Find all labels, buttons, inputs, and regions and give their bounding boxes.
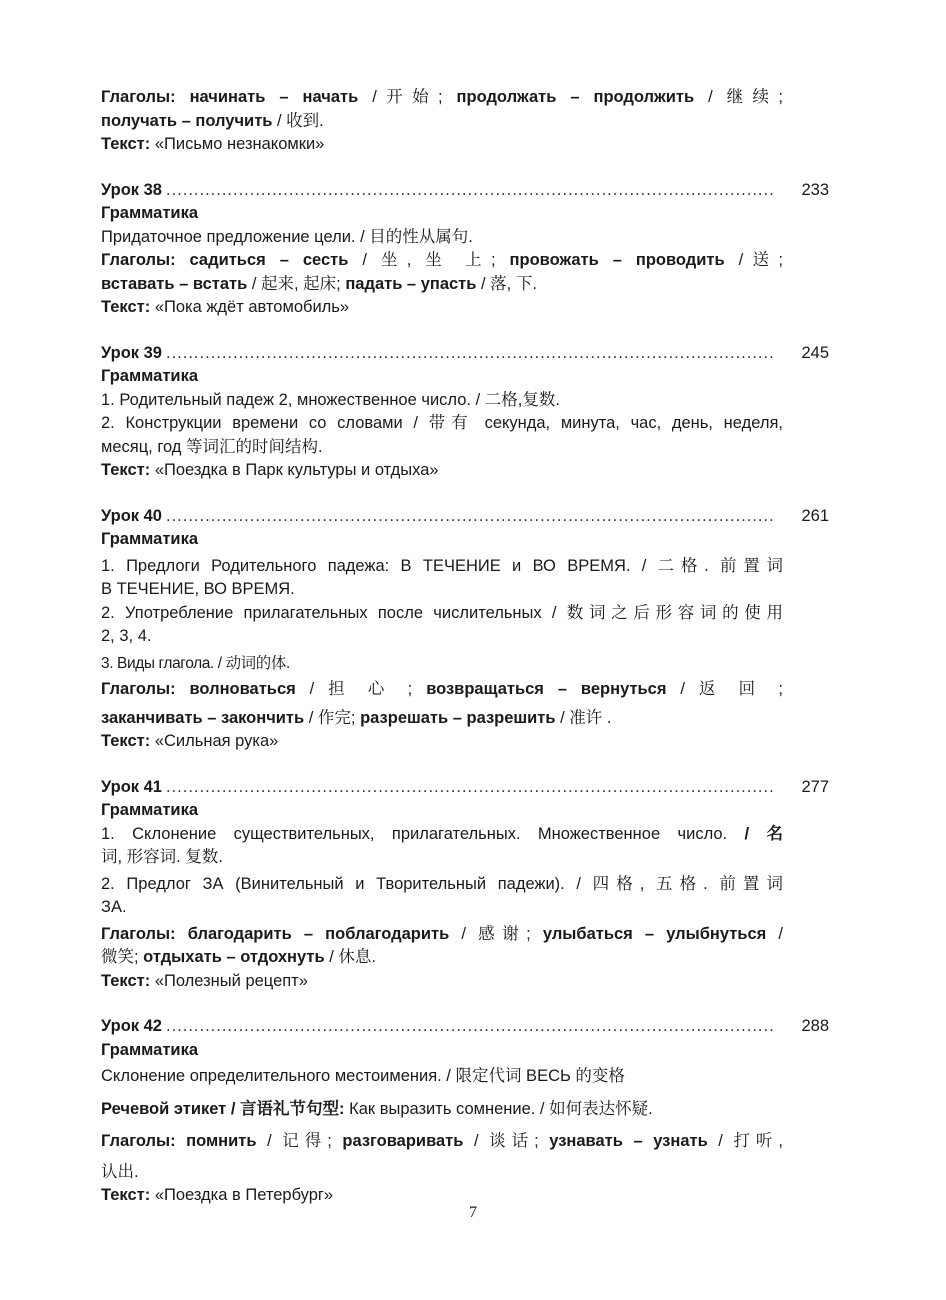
text-label: Текст:: [101, 971, 151, 990]
lesson-42: [101, 1015, 829, 1208]
verb-translation: / 感谢;: [449, 924, 543, 943]
text-label: Текст:: [101, 1186, 151, 1204]
lesson-page-number: 288: [801, 1017, 829, 1035]
lesson-page-number: 277: [801, 777, 829, 796]
verb-pair: получать – получить: [101, 111, 273, 130]
verb-translation: /送;: [724, 251, 783, 269]
lesson-heading[interactable]: [101, 505, 829, 529]
lesson-page-number: 261: [801, 506, 829, 525]
verbs-line: [101, 1130, 783, 1154]
grammar-item: 2, 3, 4.: [101, 627, 152, 645]
verb-translation: / 准许 .: [555, 708, 612, 727]
text-title: «Пока ждёт автомобиль»: [150, 298, 350, 316]
verbs-line: [101, 678, 783, 702]
speech-etiquette-line: [101, 1098, 783, 1122]
verbs-label: Глаголы:: [101, 88, 176, 106]
verb-translation: / 休息.: [324, 948, 376, 966]
verb-translation: / 担 心 ;: [295, 680, 427, 698]
lesson-heading[interactable]: [101, 342, 829, 366]
grammar-label: Грамматика: [101, 530, 199, 548]
verb-translation: / 返 回 ;: [666, 680, 783, 698]
grammar-label: Грамматика: [101, 801, 199, 819]
verb-translation: / 打听,: [707, 1132, 783, 1150]
leader-dots: [166, 1015, 773, 1039]
grammar-item: месяц, год 等词汇的时间结构.: [101, 437, 323, 456]
verb-pair: продолжать – продолжить: [456, 88, 695, 106]
intro-text-line: [101, 133, 783, 157]
verb-pair: провожать – проводить: [509, 251, 725, 269]
lesson-title: Урок 39: [101, 343, 162, 362]
grammar-item: ЗА.: [101, 898, 127, 916]
text-title: «Полезный рецепт»: [150, 971, 308, 990]
lesson-page-number: 233: [801, 180, 829, 199]
text-title: «Письмо незнакомки»: [150, 135, 325, 153]
lesson-title: Урок 40: [101, 506, 162, 525]
text-title: «Поездка в Петербург»: [150, 1186, 334, 1204]
lesson-title: Урок 38: [101, 180, 162, 199]
verb-translation: / 谈话;: [463, 1132, 550, 1150]
verb-translation: / 落, 下.: [476, 274, 537, 293]
verbs-line: [101, 707, 783, 731]
verb-pair: Глаголы: садиться – сесть: [101, 251, 349, 269]
verb-translation: / 起来, 起床;: [247, 274, 346, 293]
verb-translation: 微笑;: [101, 948, 144, 966]
text-line: [101, 970, 783, 994]
grammar-item: 2. Употребление прилагательных после числительных / 数词之后形容词的使用: [101, 603, 783, 622]
verb-translation: /开始;: [372, 88, 457, 106]
verb-pair: узнавать – узнать: [549, 1132, 708, 1150]
text-label: Текст:: [101, 298, 151, 316]
text-title: «Сильная рука»: [150, 732, 279, 750]
lesson-heading[interactable]: [101, 776, 829, 800]
leader-dots: [166, 776, 773, 800]
lesson-38: [101, 179, 829, 320]
grammar-item-text: 1. Склонение существительных, прилагательных. Множественное число.: [101, 824, 745, 843]
verb-pair: Глаголы: волноваться: [101, 680, 296, 698]
lesson-page-number: 245: [801, 343, 829, 362]
intro-verbs-line: [101, 86, 783, 110]
grammar-item-translation: / 名: [744, 824, 783, 843]
verb-translation: / 继续;: [694, 88, 783, 106]
grammar-label: Грамматика: [101, 204, 199, 222]
page-number: 7: [469, 1204, 477, 1221]
text-label: Текст:: [101, 461, 151, 479]
verb-pair: заканчивать – закончить: [101, 708, 305, 727]
verb-translation: / 记得;: [256, 1132, 343, 1150]
lesson-40: [101, 505, 829, 754]
grammar-label: Грамматика: [101, 367, 199, 385]
verb-translation: /: [766, 924, 783, 943]
verbs-line: [101, 946, 783, 970]
intro-verbs-line-2: [101, 110, 783, 134]
verb-pair: разговаривать: [342, 1132, 464, 1150]
verb-pair: улыбаться – улыбнуться: [542, 924, 767, 943]
leader-dots: [166, 342, 773, 366]
verb-pair: возвращаться – вернуться: [426, 680, 667, 698]
verbs-line: [101, 923, 783, 947]
verb-pair: вставать – встать: [101, 274, 248, 293]
grammar-item: 2. Конструкции времени со словами / 带有 секунда, минута, час, день, неделя,: [101, 414, 783, 432]
leader-dots: [166, 505, 773, 529]
leader-dots: [166, 179, 773, 203]
grammar-item: [101, 823, 783, 847]
lesson-title: Урок 41: [101, 777, 162, 796]
text-line: [101, 459, 783, 483]
lesson-41: [101, 776, 829, 994]
grammar-item: Придаточное предложение цели. / 目的性从属句.: [101, 227, 473, 246]
verb-pair: разрешать – разрешить: [360, 708, 556, 727]
grammar-item: 1. Родительный падеж 2, множественное число. / 二格,复数.: [101, 390, 560, 409]
lesson-heading[interactable]: [101, 1015, 829, 1039]
text-label: Текст:: [101, 135, 151, 153]
grammar-item: В ТЕЧЕНИЕ, ВО ВРЕМЯ.: [101, 580, 295, 598]
verb-translation: / 坐, 坐 上;: [348, 251, 510, 269]
text-line: [101, 730, 783, 754]
speech-etiquette-item: Как выразить сомнение. / 如何表达怀疑.: [344, 1099, 653, 1118]
toc-page: [101, 86, 829, 1208]
grammar-item: 1. Предлоги Родительного падежа: В ТЕЧЕНИЕ и ВО ВРЕМЯ. / 二格. 前置词: [101, 556, 783, 575]
verb-translation: 认出.: [101, 1162, 139, 1181]
grammar-item: 词, 形容词. 复数.: [101, 848, 223, 866]
lesson-heading[interactable]: [101, 179, 829, 203]
verb-pair: Глаголы: благодарить – поблагодарить: [101, 924, 450, 943]
grammar-item: 3. Виды глагола. / 动词的体.: [101, 654, 290, 672]
text-title: «Поездка в Парк культуры и отдыха»: [150, 461, 439, 479]
speech-etiquette-label: Речевой этикет / 言语礼节句型:: [101, 1099, 345, 1118]
text-line: [101, 296, 783, 320]
verb-translation: / 收到.: [272, 111, 324, 130]
verbs-line: [101, 273, 783, 297]
grammar-item: 2. Предлог ЗА (Винительный и Творительный падежи). / 四格, 五格. 前置词: [101, 874, 783, 893]
verb-pair: отдыхать – отдохнуть: [143, 948, 325, 966]
grammar-item: Склонение определительного местоимения. / 限定代词 ВЕСЬ 的变格: [101, 1067, 625, 1085]
verb-pair: Глаголы: помнить: [101, 1132, 257, 1150]
verb-pair: начинать – начать: [175, 88, 373, 106]
verb-translation: / 作完;: [304, 708, 361, 727]
verbs-line: [101, 249, 783, 273]
grammar-label: Грамматика: [101, 1040, 199, 1059]
intro-block: [101, 86, 829, 157]
lesson-title: Урок 42: [101, 1017, 162, 1035]
text-label: Текст:: [101, 732, 151, 750]
lesson-39: [101, 342, 829, 483]
verb-pair: падать – упасть: [345, 274, 477, 293]
